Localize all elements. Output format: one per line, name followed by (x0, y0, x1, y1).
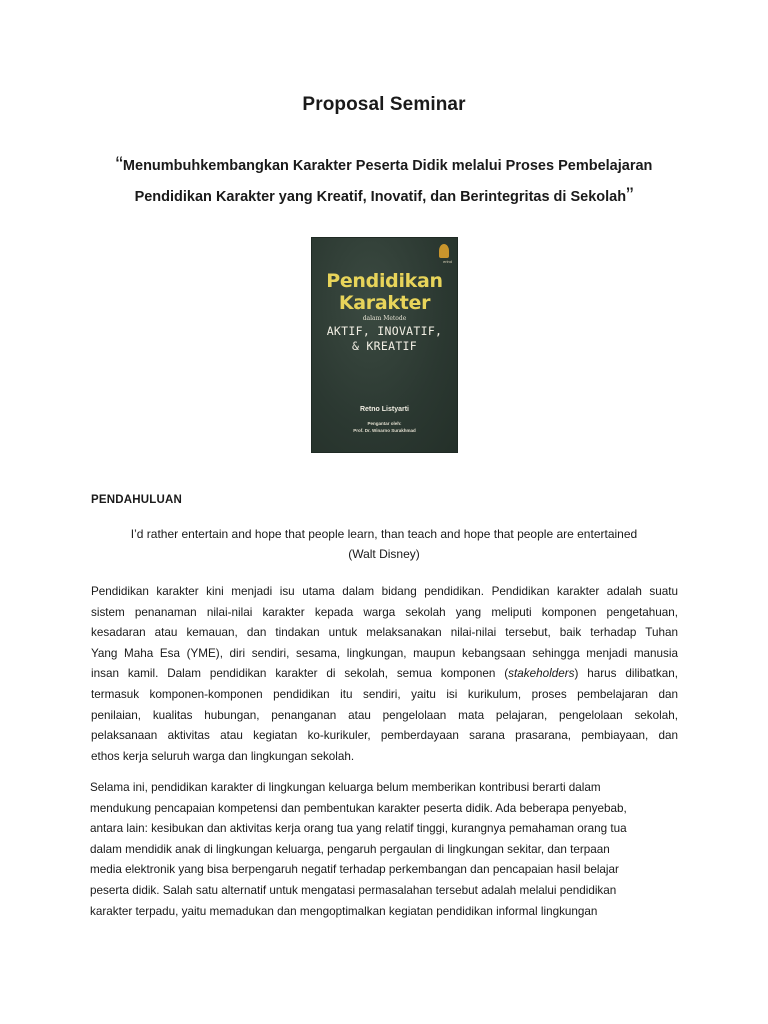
paragraph-line: mendukung pencapaian kompetensi dan pembentukan karakter peserta didik. Ada beberapa penyebab, (90, 801, 627, 815)
paragraph-line: Selama ini, pendidikan karakter di lingkungan keluarga belum memberikan kontribusi berarti dalam (90, 781, 601, 794)
subtitle (84, 150, 684, 212)
paragraph-line: penilaian, kualitas hubungan, penanganan atau pengelolaan mata pelajaran, pengelolaan sekolah, (91, 708, 678, 722)
book-cover-image (312, 238, 457, 452)
cover-method-line-2: & KREATIF (351, 339, 417, 353)
paragraph-line: antara lain: kesibukan dan aktivitas kerja orang tua yang relatif tinggi, kurangnya pemahaman orang tua (90, 822, 627, 836)
paragraph-line: sistem penanaman nilai-nilai karakter kepada warga sekolah yang meliputi komponen pengetahuan, (91, 605, 678, 619)
paragraph-line: karakter terpadu, yaitu memadukan dan mengoptimalkan kegiatan pendidikan informal lingkungan (90, 904, 598, 918)
section-heading: PENDAHULUAN (91, 494, 183, 506)
cover-small-text: dalam Metode (362, 315, 407, 322)
paragraph-line: Pendidikan karakter kini menjadi isu utama dalam bidang pendidikan. Pendidikan karakter adalah suatu (91, 585, 678, 598)
paragraph-line: peserta didik. Salah satu alternatif untuk mengatasi permasalahan tersebut adalah melalui pendidikan (90, 883, 617, 897)
paragraph-2 (90, 778, 677, 922)
paragraph-1 (91, 582, 678, 767)
paragraph-line-stakeholders: insan kamil. Dalam pendidikan karakter di sekolah, semua komponen (stakeholders) harus dilibatkan, (91, 667, 678, 681)
cover-title-line-2: Karakter (338, 292, 431, 314)
paragraph-line: kesadaran atau kemauan, dan tindakan untuk melaksanakan nilai-nilai tersebut, baik terhadap Tuhan (91, 626, 678, 640)
subtitle-line-2-text: Pendidikan Karakter yang Kreatif, Inovatif, dan Berintegritas di Sekolah (134, 189, 627, 205)
epigraph-quote (84, 524, 684, 564)
quote-attribution: (Walt Disney) (348, 547, 420, 561)
publisher-logo-icon (439, 244, 449, 258)
subtitle-line-1-text: Menumbuhkembangkan Karakter Peserta Didik melalui Proses Pembelajaran (122, 158, 653, 174)
close-quote: ” (626, 183, 634, 208)
publisher-mark: erlnd (443, 259, 452, 264)
cover-preface-name: Prof. Dr. Winarno Surakhmad (353, 428, 416, 433)
paragraph-line: media elektronik yang bisa berpengaruh negatif terhadap perkembangan dan pencapaian hasil belajar (90, 863, 619, 877)
cover-author: Retno Listyarti (359, 406, 409, 413)
cover-preface-label: Pengantar oleh: (367, 421, 402, 426)
italic-term: stakeholders (508, 667, 575, 681)
page-title: Proposal Seminar (302, 94, 466, 115)
open-quote: “ (115, 152, 123, 177)
paragraph-line: dalam mendidik anak di lingkungan keluarga, pengaruh pergaulan di lingkungan sekitar, dan terpaan (90, 842, 610, 856)
paragraph-line: pelaksanaan aktivitas atau kegiatan ko-kurikuler, pemberdayaan sarana prasarana, pembiayaan, dan (91, 729, 678, 743)
cover-method-line-1: AKTIF, INOVATIF, (326, 324, 443, 338)
cover-title-line-1: Pendidikan (326, 270, 443, 292)
paragraph-line: ethos kerja seluruh warga dan lingkungan sekolah. (91, 749, 355, 763)
subtitle-line-1 (84, 150, 684, 181)
paragraph-line: termasuk komponen-komponen pendidikan itu sendiri, yaitu isi kurikulum, proses pembelajaran dan (91, 687, 678, 701)
quote-text: I’d rather entertain and hope that people learn, than teach and hope that people are entertained (130, 527, 638, 541)
subtitle-line-2 (84, 181, 684, 212)
paragraph-line: Yang Maha Esa (YME), diri sendiri, sesama, lingkungan, maupun kebangsaan sehingga menjadi manusia (91, 646, 678, 660)
